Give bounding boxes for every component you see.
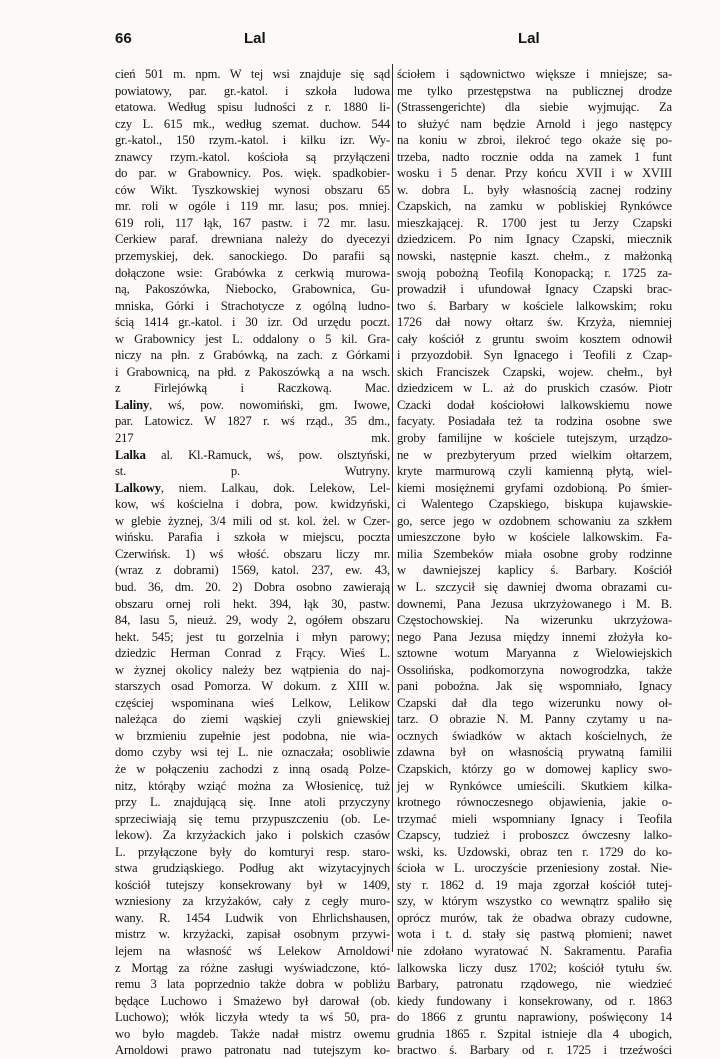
text-line: L. przyłączone były do komturyi resp. staro- <box>115 844 390 859</box>
text-line: ną, Pakoszówka, Niebocko, Grabownica, Gu- <box>115 282 390 297</box>
text-line: w żyznej okolicy należy bez wątpienia do naj- <box>115 662 390 677</box>
text-line: domo czyby wsi tej L. nie oznaczała; osobliwie <box>115 745 390 760</box>
left-column <box>115 66 390 1058</box>
text-line: mistrz w. krzyżacki, zapisał osobnym przywi- <box>115 927 390 942</box>
text-line: dziedzic Herman Conrad z Frący. Wieś L. <box>115 646 390 661</box>
text-line: mr. roli w ogóle i 119 mr. lasu; pos. mniej. <box>115 199 390 214</box>
text-line: (wraz z dobrami) 1569, katol. 237, ew. 43, <box>115 563 390 578</box>
text-line: remu 3 lata poprzednio także dobra w pobliżu <box>115 977 390 992</box>
text-line: prowadził i ufundował Ignacy Czapski brac- <box>397 282 672 297</box>
text-line: na koniu w zbroi, ilekroć tego okaże się po- <box>397 133 672 148</box>
text-line: oprócz murów, tak że obadwa obrazy cudowne, <box>397 910 672 925</box>
text-line: cień 501 m. npm. W tej wsi znajduje się sąd <box>115 67 390 81</box>
text-line: ścią 1414 gr.-katol. i 30 izr. Od urzędu poczt. <box>115 315 390 330</box>
text-line: facyaty. Posiadała też ta rodzina osobne swe <box>397 414 672 429</box>
text-line: i Grabownicą, na płd. z Pakoszówką a na wsch. <box>115 364 390 379</box>
text-line: to służyć nam będzie Arnold i jego następcy <box>397 116 672 131</box>
text-line: i przyozdobił. Syn Ignacego i Teofili z Czap- <box>397 348 672 363</box>
text-line: szy, w którym wszystko co wewnątrz spaliło się <box>397 894 672 909</box>
text-line: Lalka al. Kl.-Ramuck, wś, pow. olsztyński, <box>115 447 390 462</box>
text-line: w. dobra L. były własnością zacnej rodziny <box>397 182 672 197</box>
text-line: obszaru ornej roli hekt. 394, łąk 30, pastw. <box>115 596 390 611</box>
text-line: kow, wś kościelna i dobra, pow. kwidzyński, <box>115 497 390 512</box>
text-line: Czapscy, tudzież i proboszcz ówczesny lalko- <box>397 828 672 843</box>
text-line: lekow). Za krzyżackich jako i polskich czasów <box>115 828 390 843</box>
text-line: będące Luchowo i Smażewo był darował (ob. <box>115 993 390 1008</box>
text-line: sztowne wotum Maryanna z Wielowiejskich <box>397 646 672 661</box>
text-line: dziedzicem. Po nim Ignacy Czapski, miecznik <box>397 232 672 247</box>
text-line: w dawniejszej kaplicy ś. Barbary. Kościół <box>397 563 672 578</box>
text-line: ocznych świadków w aktach kościelnych, że <box>397 728 672 743</box>
text-line: etatowa. Według spisu ludności z r. 1880 li- <box>115 100 390 115</box>
text-line: Częstochowskiej. Na wizerunku ukrzyżowa- <box>397 613 672 628</box>
text-line: me tylko przestępstwa na publicznej drodze <box>397 83 672 98</box>
text-line: 217 mk. <box>115 431 390 446</box>
text-line: Czerwińsk. 1) wś włość. obszaru liczy mr. <box>115 546 390 561</box>
text-line: par. Latowicz. W 1827 r. wś rząd., 35 dm., <box>115 414 390 429</box>
text-line: przemyskiej, dek. sanockiego. Do parafii są <box>115 249 390 264</box>
text-line: w glebie żyznej, 3/4 mili od st. kol. żel. w Czer- <box>115 513 390 528</box>
text-line: ściołem i sądownictwo większe i mniejsze; sa- <box>397 67 672 81</box>
text-line: kryte marmurową czyli kamienną płytą, wiel- <box>397 464 672 479</box>
text-line: tarz. O obrazie N. M. Panny czytamy u na- <box>397 712 672 727</box>
text-line: Luchowo); włók liczyła wtedy ta wś 50, pra- <box>115 1010 390 1025</box>
text-line: Arnoldowi prawo patronatu nad tutejszym ko- <box>115 1043 390 1058</box>
right-catchword: Lal <box>518 30 540 47</box>
text-line: lejem na własność wś Lelekow Arnoldowi <box>115 943 390 958</box>
column-divider <box>392 64 393 952</box>
text-line: Czapskich, którzy go w domowej kaplicy swo- <box>397 761 672 776</box>
text-line: wosku i 5 denar. Przy końcu XVII i w XVIII <box>397 166 672 181</box>
text-line: gr.-katol., 150 rzym.-katol. i kilku izr. Wy- <box>115 133 390 148</box>
text-line: umieszczone było w kościele lalkowskim. Fa- <box>397 530 672 545</box>
text-line: bractwo ś. Barbary od r. 1725 i trzeźwości <box>397 1043 672 1058</box>
text-line: bud. 36, dm. 20. 2) Dobra osobno zawierają <box>115 579 390 594</box>
text-line: z Firlejówką i Raczkową. Mac. <box>115 381 390 396</box>
text-line: kiemi mosiężnemi gryfami ozdobioną. Po śmier- <box>397 480 672 495</box>
text-line: z Mortąg za różne zasługi wyświadczone, któ- <box>115 960 390 975</box>
text-line: sprzeciwiają się temu przypuszczeniu (ob. Le- <box>115 811 390 826</box>
text-line: wo było magdeb. Także nadał mistrz owemu <box>115 1026 390 1041</box>
text-line: czy L. 615 mk., według szemat. duchow. 544 <box>115 116 390 131</box>
right-column <box>397 66 672 1058</box>
text-line: mieszkającej. R. 1700 jest tu Jerzy Czapski <box>397 215 672 230</box>
text-line: go, serce jego w ozdobnem schowaniu za szkłem <box>397 513 672 528</box>
text-line: wota i t. d. stały się pastwą płomieni; nawet <box>397 927 672 942</box>
text-line: powiatowy, par. gr.-katol. i szkoła ludowa <box>115 83 390 98</box>
text-line: ców Wikt. Tyszkowskiej wynosi obszaru 65 <box>115 182 390 197</box>
text-line: swoją pobożną Teofilą Konopacką; r. 1725 za- <box>397 265 672 280</box>
text-line: ci Walentego Czapskiego, biskupa kujawskie- <box>397 497 672 512</box>
running-header <box>0 30 720 54</box>
text-line: 1726 dał nowy ołtarz św. Krzyża, niemniej <box>397 315 672 330</box>
text-line: krotnego równoczesnego objawienia, jakie o- <box>397 795 672 810</box>
text-line: Czacki dodał kościołowi lalkowskiemu nowe <box>397 397 672 412</box>
text-line: stwa grudziąskiego. Podług akt wizytacyjnych <box>115 861 390 876</box>
text-line: cały kościół z gruntu swoim kosztem odnowił <box>397 331 672 346</box>
text-line: dziedzicem w L. aż do pruskich czasów. Piotr <box>397 381 672 396</box>
text-line: nie zdołano wyratować N. Sakramentu. Parafia <box>397 943 672 958</box>
text-line: milia Szembeków miała osobne groby rodzinne <box>397 546 672 561</box>
text-line: trzeba, nadto rocznie odda na zamek 1 funt <box>397 149 672 164</box>
text-line: Barbary, patronatu rządowego, nie wiedzieć <box>397 977 672 992</box>
text-line: przy L. znajdującą się. Inne atoli przyczyny <box>115 795 390 810</box>
text-line: częściej wspominana wieś Lelkow, Lelikow <box>115 695 390 710</box>
text-line: że w połączeniu zachodzi z inną osadą Polze- <box>115 761 390 776</box>
text-line: wski, ks. Uzdowski, obraz ten r. 1729 do ko- <box>397 844 672 859</box>
text-line: Czapski dał dla tego wizerunku nowy oł- <box>397 695 672 710</box>
text-line: ne w prezbyteryum przed wielkim ołtarzem, <box>397 447 672 462</box>
text-line: w L. szczycił się dawniej dwoma obrazami cu- <box>397 579 672 594</box>
text-line: do par. w Grabownicy. Pos. więk. spadkobier- <box>115 166 390 181</box>
text-line: znawcy rzym.-katol. kościoła są przyłączeni <box>115 149 390 164</box>
text-line: lalkowska liczy dusz 1702; kościół tytułu św. <box>397 960 672 975</box>
text-line: dołączone wsie: Grabówka z cerkwią murowa- <box>115 265 390 280</box>
text-line: wińsku. Parafia i szkoła w miejscu, poczta <box>115 530 390 545</box>
text-line: Cerkiew paraf. drewniana należy do dyecezyi <box>115 232 390 247</box>
text-line: downemi, Pana Jezusa ukrzyżowanego i M. B. <box>397 596 672 611</box>
text-line: pani pobożna. Jak się wspomniało, Ignacy <box>397 679 672 694</box>
text-line: Ossolińska, podkomorzyna nowogrodzka, także <box>397 662 672 677</box>
text-line: kiedy fundowany i konsekrowany, od r. 1863 <box>397 993 672 1008</box>
text-line: mniska, Górki i Strachotycze z ogólną ludno- <box>115 298 390 313</box>
left-catchword: Lal <box>244 30 266 47</box>
text-line: nowski, następnie kaszt. chełm., z małżonką <box>397 249 672 264</box>
text-line: w Grabownicy jest L. oddalony o 5 kil. Gra- <box>115 331 390 346</box>
text-line: (Strassengerichte) dla siebie wyjmując. Za <box>397 100 672 115</box>
text-line: jej w Rynkówce umieścili. Skutkiem kilka- <box>397 778 672 793</box>
text-line: hekt. 545; jest tu gorzelnia i młyn parowy; <box>115 629 390 644</box>
text-line: ścioła w L. uroczyście przeniesiony został. Nie- <box>397 861 672 876</box>
page-number: 66 <box>115 30 132 47</box>
text-line: do 1866 z gruntu naprawiony, poświęcony 14 <box>397 1010 672 1025</box>
text-line: 84, lasu 5, nieuż. 29, wody 2, ogółem obszaru <box>115 613 390 628</box>
text-line: sty r. 1862 d. 19 maja zgorzał kościół tutej- <box>397 877 672 892</box>
text-line: grudnia 1865 r. Szpital istnieje dla 4 ubogich, <box>397 1026 672 1041</box>
text-line: Laliny, wś, pow. nowomiński, gm. Iwowe, <box>115 397 390 412</box>
text-line: Lalkowy, niem. Lalkau, dok. Lelekow, Lel- <box>115 480 390 495</box>
text-line: starszych osad Pomorza. W dokum. z XIII w. <box>115 679 390 694</box>
text-line: Czapskich, na zamku w pobliskiej Rynkówce <box>397 199 672 214</box>
text-line: trzymać mieli wspomniany Ignacy i Teofila <box>397 811 672 826</box>
text-line: w brzmieniu zupełnie jest podobna, nie wia- <box>115 728 390 743</box>
text-line: wany. R. 1454 Ludwik von Ehrlichshausen, <box>115 910 390 925</box>
text-line: nego Pana Jezusa między innemi złożyła ko- <box>397 629 672 644</box>
text-line: kościół tutejszy konsekrowany był w 1409, <box>115 877 390 892</box>
text-line: st. p. Wutryny. <box>115 464 390 479</box>
text-line: 619 roli, 117 łąk, 167 pastw. i 72 mr. lasu. <box>115 215 390 230</box>
text-line: two ś. Barbary w kościele lalkowskim; roku <box>397 298 672 313</box>
text-line: wzniesiony za krzyżaków, cały z cegły muro- <box>115 894 390 909</box>
text-line: zdawna był on własnością prywatną familii <box>397 745 672 760</box>
text-line: groby familijne w kościele tutejszym, urządzo- <box>397 431 672 446</box>
text-line: nitz, którąby wziąć można za Włosienicę, tuż <box>115 778 390 793</box>
text-line: skich Franciszek Czapski, wojew. chełm., był <box>397 364 672 379</box>
text-line: należąca do ziemi wąskiej czyli gniewskiej <box>115 712 390 727</box>
text-line: niczy na płn. z Grabówką, na zach. z Górkami <box>115 348 390 363</box>
